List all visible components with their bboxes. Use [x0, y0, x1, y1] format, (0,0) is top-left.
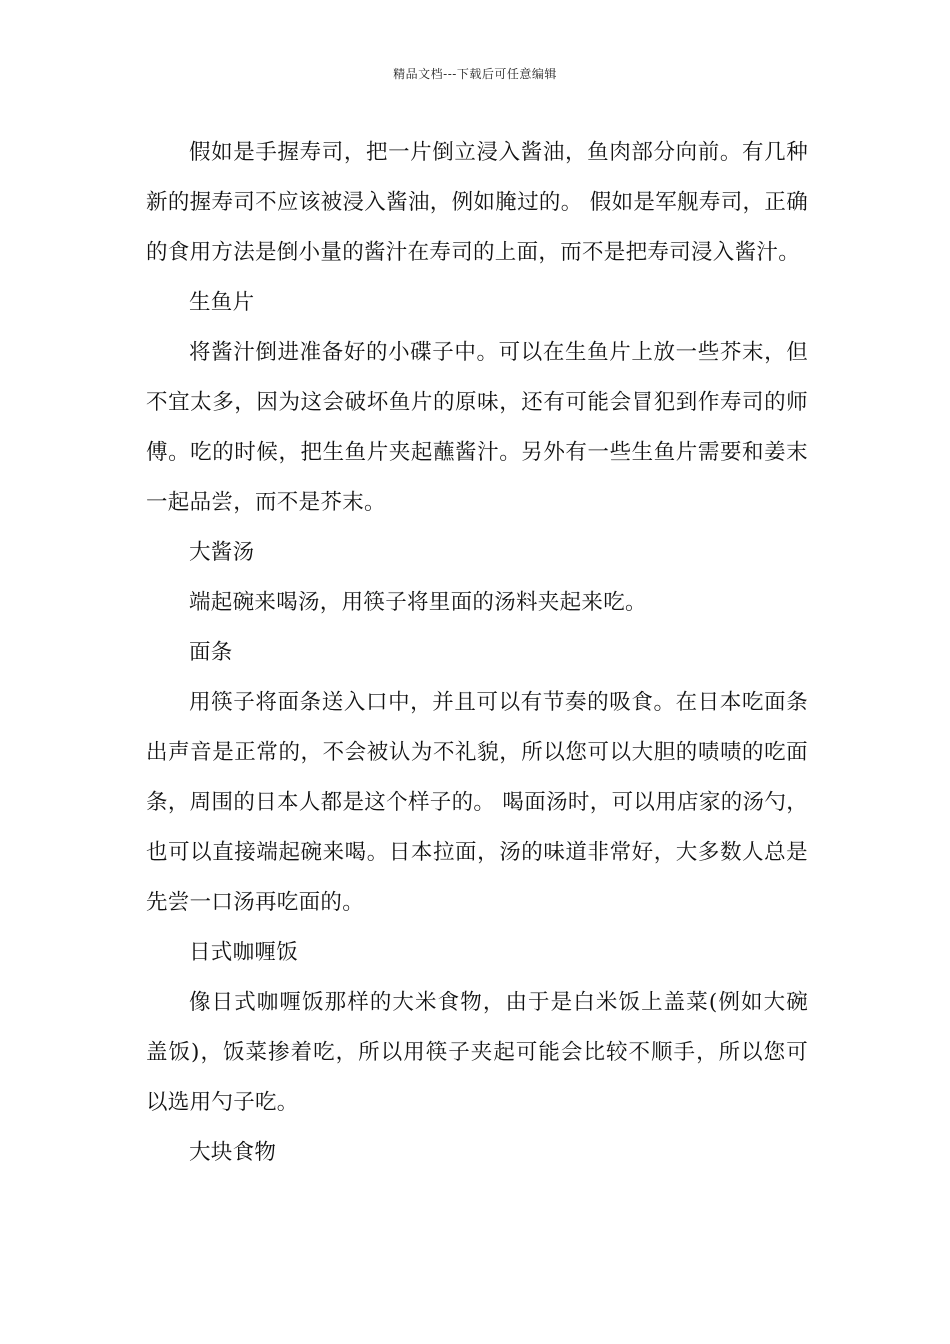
paragraph-miso-soup: 端起碗来喝汤，用筷子将里面的汤料夹起来吃。 — [189, 590, 647, 615]
document-body — [146, 128, 808, 1178]
paragraph-nigiri-sushi: 假如是手握寿司，把一片倒立浸入酱油，鱼肉部分向前。有几种新的握寿司不应该被浸入酱油，例如腌过的。 假如是军舰寿司，正确的食用方法是倒小量的酱汁在寿司的上面，而不是把寿司浸入酱汁。 — [146, 140, 808, 265]
heading-miso-soup: 大酱汤 — [189, 540, 255, 565]
paragraph-noodles: 用筷子将面条送入口中，并且可以有节奏的吸食。在日本吃面条出声音是正常的，不会被认为不礼貌，所以您可以大胆的啧啧的吃面条，周围的日本人都是这个样子的。 喝面汤时，可以用店家的汤勺，也可以直接端起碗来喝。日本拉面，汤的味道非常好，大多数人总是先尝一口汤再吃面的。 — [146, 690, 808, 915]
heading-large-food: 大块食物 — [189, 1140, 277, 1165]
heading-sashimi: 生鱼片 — [189, 290, 255, 315]
paragraph-sashimi: 将酱汁倒进准备好的小碟子中。可以在生鱼片上放一些芥末，但不宜太多，因为这会破坏鱼片的原味，还有可能会冒犯到作寿司的师傅。吃的时候，把生鱼片夹起蘸酱汁。另外有一些生鱼片需要和姜末一起品尝，而不是芥末。 — [146, 340, 808, 515]
heading-curry-rice: 日式咖喱饭 — [189, 940, 299, 965]
page-header: 精品文档---下载后可任意编辑 — [393, 67, 557, 81]
heading-noodles: 面条 — [189, 640, 233, 665]
paragraph-curry-rice: 像日式咖喱饭那样的大米食物，由于是白米饭上盖菜(例如大碗盖饭)，饭菜掺着吃，所以用筷子夹起可能会比较不顺手，所以您可以选用勺子吃。 — [146, 990, 808, 1115]
